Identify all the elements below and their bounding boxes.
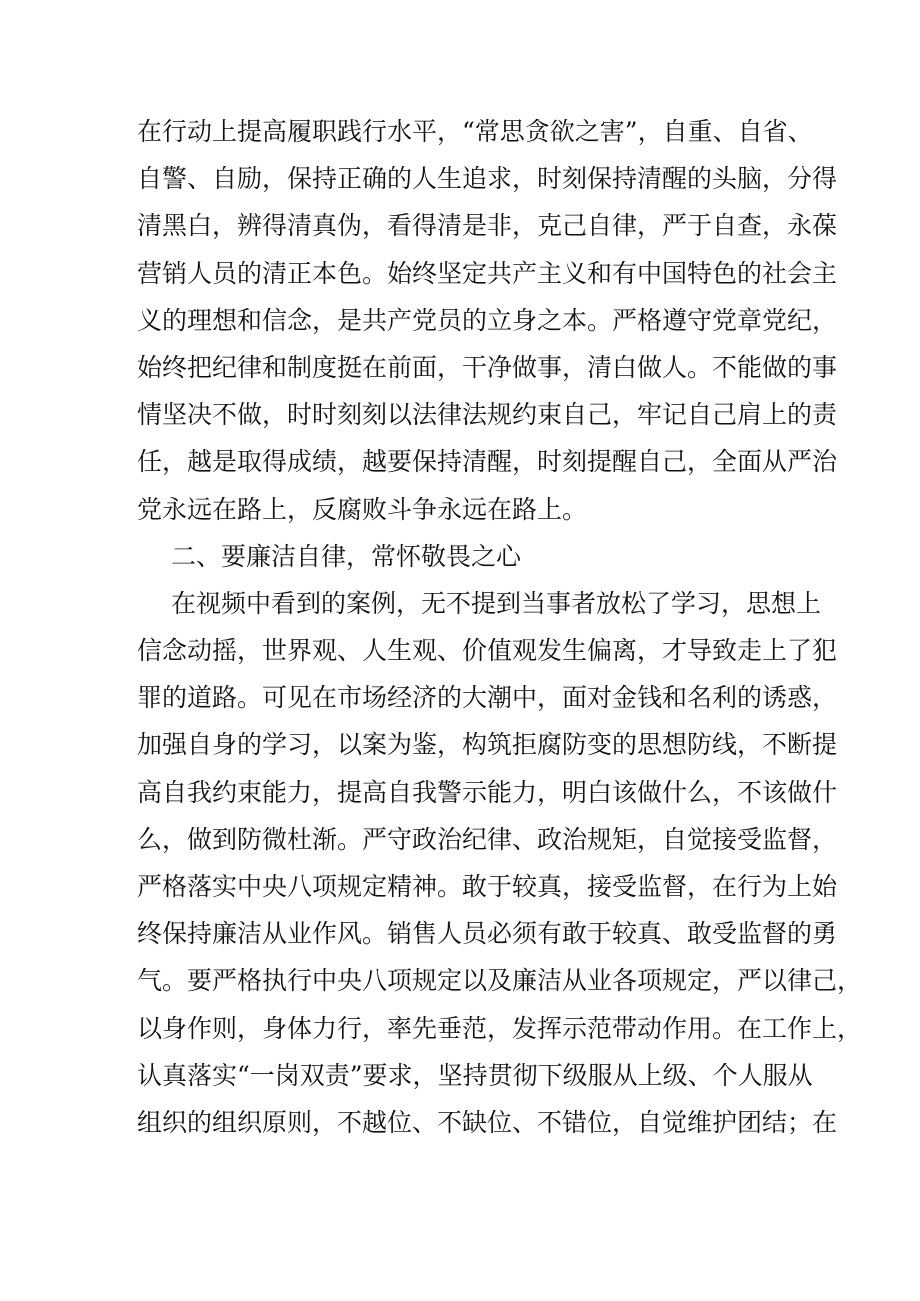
text-line: 罪的道路。可见在市场经济的大潮中，面对金钱和名利的诱惑， (137, 683, 838, 713)
text-line: 组织的组织原则，不越位、不缺位、不错位，自觉维护团结；在 (137, 1107, 838, 1137)
text-line: 加强自身的学习，以案为鉴，构筑拒腐防变的思想防线，不断提 (137, 730, 838, 760)
text-line: 清黑白，辨得清真伪，看得清是非，克己自律，严于自查，永葆 (137, 211, 838, 241)
text-line: 信念动摇，世界观、人生观、价值观发生偏离，才导致走上了犯 (137, 636, 838, 666)
section-heading: 二、要廉洁自律，常怀敬畏之心 (171, 541, 522, 571)
text-line: 么，做到防微杜渐。严守政治纪律、政治规矩，自觉接受监督， (137, 824, 838, 854)
text-line: 以身作则，身体力行，率先垂范，发挥示范带动作用。在工作上， (137, 1013, 863, 1043)
text-line: 始终把纪律和制度挺在前面，干净做事，清白做人。不能做的事 (137, 352, 838, 382)
text-line: 严格落实中央八项规定精神。敢于较真，接受监督，在行为上始 (137, 872, 838, 901)
text-line: 在视频中看到的案例，无不提到当事者放松了学习，思想上 (171, 588, 822, 618)
text-line: 高自我约束能力，提高自我警示能力，明白该做什么，不该做什 (137, 777, 838, 807)
text-line: 自警、自励，保持正确的人生追求，时刻保持清醒的头脑，分得 (137, 164, 838, 194)
text-line: 终保持廉洁从业作风。销售人员必须有敢于较真、敢受监督的勇 (137, 919, 838, 949)
text-line: 义的理想和信念，是共产党员的立身之本。严格遵守党章党纪， (137, 305, 838, 335)
text-line: 任，越是取得成绩，越要保持清醒，时刻提醒自己，全面从严治 (137, 447, 838, 477)
body-text (137, 108, 863, 1146)
text-line: 营销人员的清正本色。始终坚定共产主义和有中国特色的社会主 (137, 258, 838, 288)
text-line: 党永远在路上，反腐败斗争永远在路上。 (137, 494, 588, 524)
text-line: 认真落实“一岗双责”要求，坚持贯彻下级服从上级、个人服从 (137, 1060, 813, 1090)
text-line: 在行动上提高履职践行水平，“常思贪欲之害”，自重、自省、 (137, 117, 813, 146)
text-line: 情坚决不做，时时刻刻以法律法规约束自己，牢记自己肩上的责 (137, 400, 838, 430)
text-line: 气。要严格执行中央八项规定以及廉洁从业各项规定，严以律己， (137, 966, 863, 996)
